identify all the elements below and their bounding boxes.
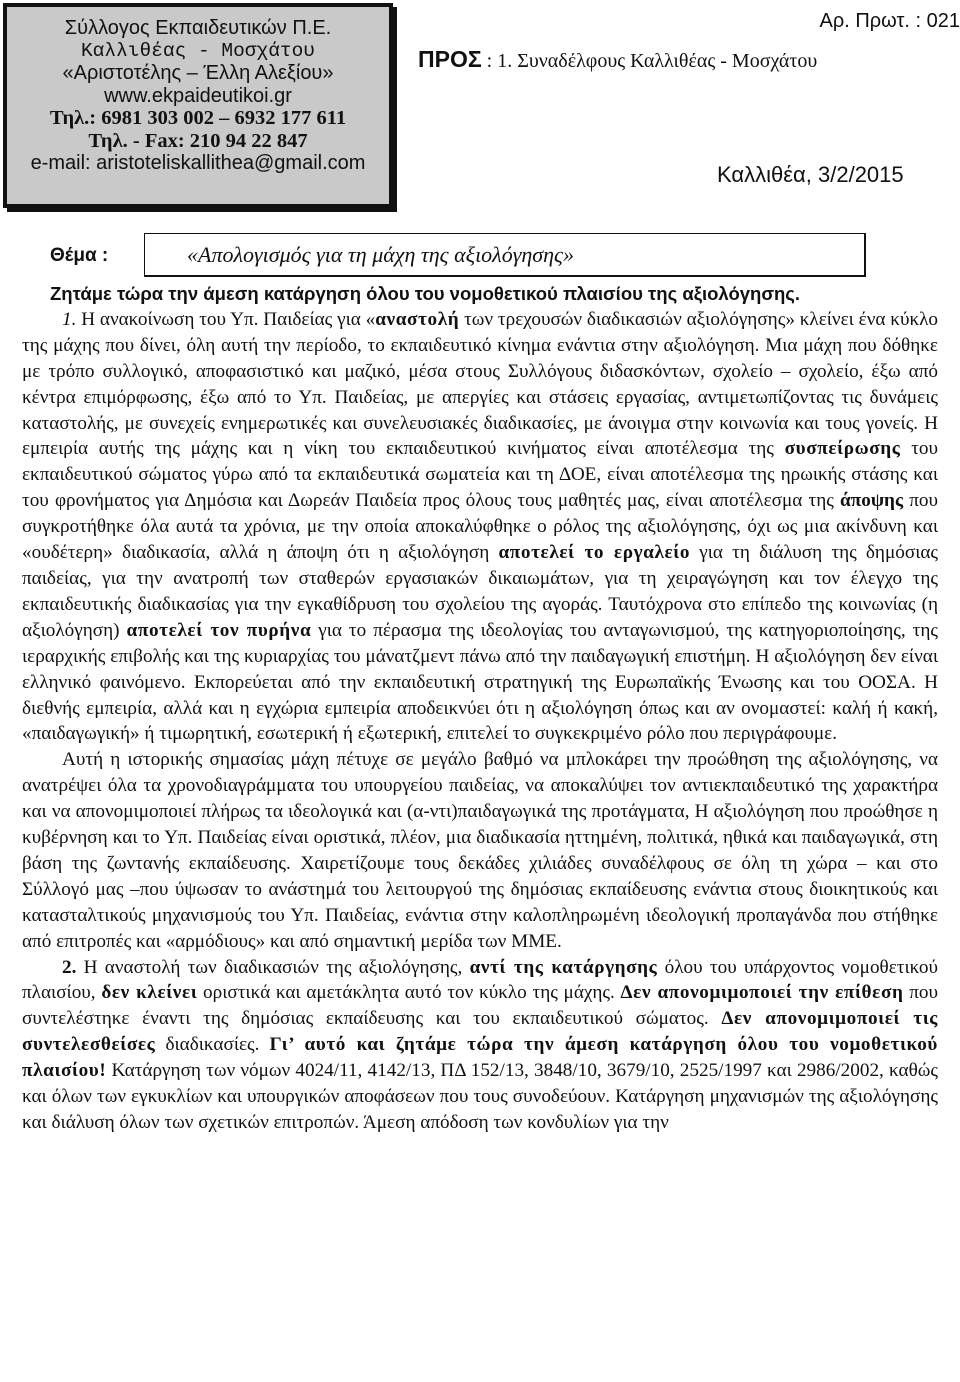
emphasis-text: Δεν απονομιμοποιεί την επίθεση	[620, 982, 904, 1004]
paragraph-3-number: 2.	[62, 956, 77, 978]
recipient-label: ΠΡΟΣ	[418, 46, 482, 72]
sender-association: Σύλλογος Εκπαιδευτικών Π.Ε.	[64, 17, 332, 39]
paragraph-1-text: για τη διάλυση της δημόσιας παιδείας, για την ανατροπή των σταθερών εργασιακών δικαιωμάτων, για τη χειραγώγηση και τον έλεγχο της εκπαιδευτικής διαδικασίας για την εγκαθίδρυση του σχολείου της αγοράς. Ταυτόχρονα στο επίπεδο της κοινωνίας (η αξιολόγηση)	[22, 542, 939, 641]
paragraph-1-text: για το πέρασμα της ιδεολογίας του ανταγωνισμού, της κατηγοριοποίησης, της ιεραρχικής επιβολής και της κυριαρχίας του μάνατζμεντ πάνω από την παιδαγωγική επιστήμη. Η αξιολόγηση δεν είναι ελληνικό φαινόμενο. Εκπορεύεται από την εκπαιδευτική στρατηγική της Ευρωπαϊκής Ένωσης και του ΟΟΣΑ. Η διεθνής εμπειρία, αλλά και η εγχώρια εμπειρία αποδεικνύει ότι η αξιολόγηση όπως και αν ονομαστεί: καλή ή κακή, «παιδαγωγική» ή τιμωρητική, εσωτερική ή εξωτερική, επιτελεί το συγκεκριμένο ρόλο που περιγράφουμε.	[22, 619, 938, 745]
emphasis-text: Γι’ αυτό και ζητάμε τώρα την άμεση κατάργηση όλου του νομοθετικού πλαισίου!	[22, 1034, 938, 1082]
headline: Ζητάμε τώρα την άμεση κατάργηση όλου του νομοθετικού πλαισίου της αξιολόγησης.	[50, 283, 801, 304]
emphasis-text: αποτελεί τον πυρήνα	[126, 619, 312, 641]
paragraph-1-number: 1.	[62, 308, 77, 330]
subject-title: «Απολογισμός για τη μάχη της αξιολόγησης»	[187, 242, 574, 267]
paragraph-1-text: Η ανακοίνωση του Υπ. Παιδείας για «	[76, 308, 376, 330]
protocol-number: Αρ. Πρωτ. : 021	[819, 10, 960, 32]
recipient-colon: :	[481, 50, 498, 72]
sender-header-box	[3, 3, 393, 208]
sender-email[interactable]: e-mail: aristoteliskallithea@gmail.com	[30, 152, 366, 174]
emphasis-text: δεν κλείνει	[101, 982, 198, 1004]
emphasis-text: άποψης	[840, 490, 904, 512]
sender-phones: Τηλ.: 6981 303 002 – 6932 177 611	[49, 107, 347, 129]
emphasis-text: αντί της κατάργησης	[469, 956, 658, 978]
paragraph-3	[22, 955, 938, 1136]
recipient-line	[418, 46, 817, 73]
emphasis-text: αναστολή	[375, 308, 460, 330]
recipient-value: 1. Συναδέλφους Καλλιθέας - Μοσχάτου	[497, 50, 818, 72]
paragraph-3-text: Κατάργηση των νόμων 4024/11, 4142/13, ΠΔ 152/13, 3848/10, 3679/10, 2525/1997 και 2986/2002, καθώς και όλων των εγκυκλίων και υπουργικών αποφάσεων που τους συνοδεύουν. Κατάργηση μηχανισμών της αξιολόγησης και διάλυση όλων των σχετικών επιτροπών. Άμεση απόδοση των κονδυλίων για την	[22, 1060, 938, 1133]
emphasis-text: αποτελεί το εργαλείο	[498, 542, 691, 564]
document-body	[22, 281, 938, 1136]
paragraph-2: Αυτή η ιστορικής σημασίας μάχη πέτυχε σε μεγάλο βαθμό να μπλοκάρει την προώθηση της αξιολόγησης, να ανατρέψει όλα τα χρονοδιαγράμματα του υπουργείου παιδείας, να αποκαλύψει τον αντιεκπαιδευτικό της χαρακτήρα και να απονομιμοποιεί πλήρως τα ιδεολογικά και (α-ντι)παιδαγωγικά της προτάγματα, Η αξιολόγηση που προώθησε η κυβέρνηση και το Υπ. Παιδείας είναι οριστικά, πλέον, μια διαδικασία ηττημένη, πολιτικά, ηθικά και παιδαγωγικά, στη βάση της ζωντανής εκπαίδευσης. Χαιρετίζουμε τους δεκάδες χιλιάδες συναδέλφους σε όλη τη χώρα – και στο Σύλλογό μας –που ύψωσαν το ανάστημά του λειτουργού της δημόσιας εκπαίδευσης ενάντια στους διοικητικούς και κατασταλτικούς μηχανισμούς του Υπ. Παιδείας, ενάντια στην καλοπληρωμένη ιδεολογική προπαγάνδα που στήθηκε από επιτροπές και «αρμόδιους» και από σημαντική μερίδα των ΜΜΕ.	[22, 749, 938, 952]
sender-website[interactable]: www.ekpaideutikoi.gr	[104, 84, 292, 107]
paragraph-1-text: που συγκροτήθηκε όλα αυτά τα χρόνια, με την οποία αποκαλύφθηκε ο ρόλος της αξιολόγησης, όχι ως μια ακίνδυνη και «ουδέτερη» διαδικασία, αλλά η άποψη ότι η αξιολόγηση	[22, 490, 938, 564]
emphasis-text: Δεν απονομιμοποιεί τις συντελεσθείσες	[22, 1008, 938, 1056]
document-date: Καλλιθέα, 3/2/2015	[717, 162, 904, 187]
paragraph-3-text: οριστικά και αμετάκλητα αυτό τον κύκλο της μάχης.	[197, 982, 621, 1004]
subject-label: Θέμα :	[50, 245, 109, 266]
sender-fax: Τηλ. - Fax: 210 94 22 847	[88, 129, 308, 152]
subject-box	[144, 233, 866, 277]
paragraph-3-text: όλου του υπάρχοντος νομοθετικού πλαισίου,	[22, 956, 938, 1004]
emphasis-text: συσπείρωσης	[784, 438, 901, 460]
paragraph-1	[22, 307, 938, 747]
paragraph-1-text: των τρεχουσών διαδικασιών αξιολόγησης» κλείνει ένα κύκλο της μάχης που δίνει, όλη αυτή την περίοδο, το εκπαιδευτικό κίνημα ενάντια στην αξιολόγηση. Μια μάχη που δόθηκε με τρόπο συλλογικό, αποφασιστικό και μαζικό, μέσα στους Συλλόγους διδασκόντων, σχολείο – σχολείο, έξω από κέντρα επιμόρφωσης, έξω από το Υπ. Παιδείας, με απεργίες και στάσεις εργασίας, αντιμετωπίζοντας τις δυνάμεις καταστολής, με συνεχείς ενημερωτικές και συνελευσιακές διαδικασίες, με άνοιγμα στην κοινωνία και τους γονείς. Η εμπειρία αυτής της μάχης και η νίκη του εκπαιδευτικού κινήματος είναι αποτέλεσμα της	[22, 308, 939, 460]
paragraph-3-text: διαδικασίες.	[155, 1034, 270, 1056]
paragraph-3-text: Η αναστολή των διαδικασιών της αξιολόγησης,	[76, 956, 470, 978]
sender-area: Καλλιθέας - Μοσχάτου	[80, 39, 316, 62]
sender-name: «Αριστοτέλης – Έλλη Αλεξίου»	[62, 62, 334, 84]
paragraph-3-text: που συντελέστηκε έναντι της δημόσιας εκπαίδευσης και του εκπαιδευτικού σώματος.	[22, 982, 938, 1030]
paragraph-1-text: του εκπαιδευτικού σώματος γύρω από τα εκπαιδευτικά σωματεία και τη ΔΟΕ, είναι αποτέλεσμα της ηρωικής στάσης και του φρονήματος για Δημόσια και Δωρεάν Παιδεία προς όλους τους μαθητές μας, είναι αποτέλεσμα της	[22, 438, 939, 512]
